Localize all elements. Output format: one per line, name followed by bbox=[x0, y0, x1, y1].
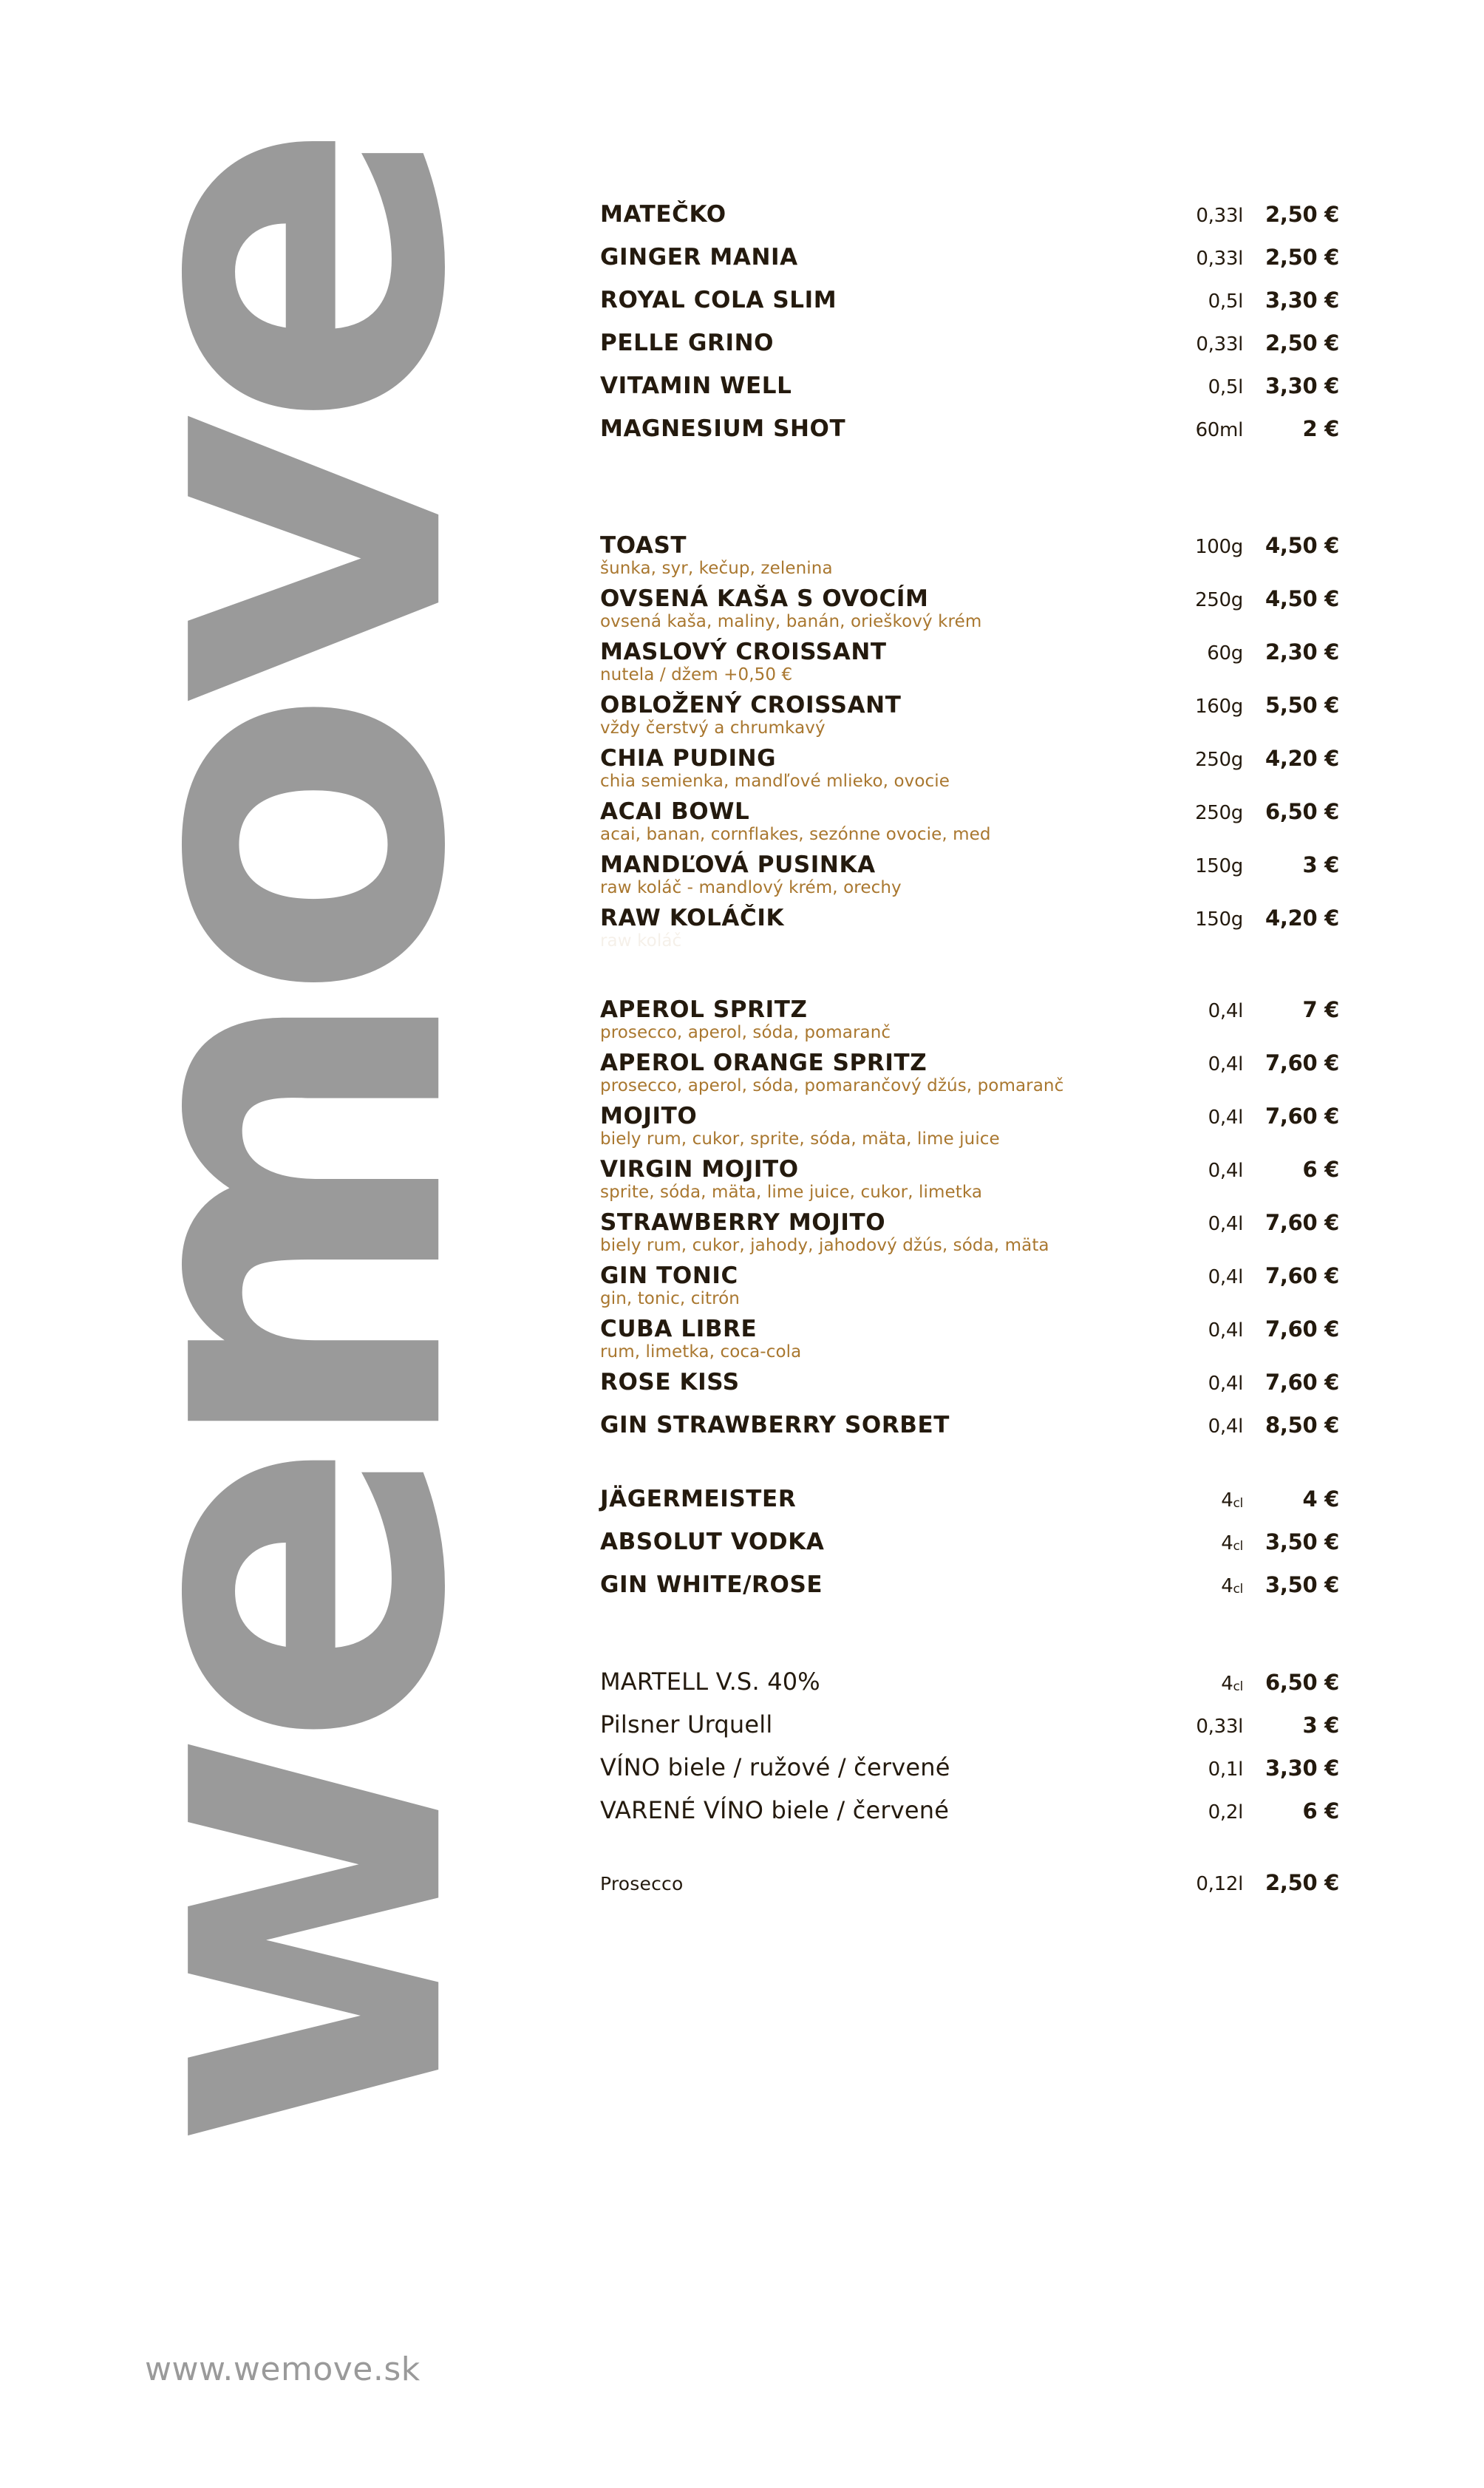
item-size: 0,4l bbox=[1208, 1373, 1243, 1395]
section-cocktails bbox=[600, 996, 1339, 1440]
item-name: PELLE GRINO bbox=[600, 330, 775, 356]
item-name: GINGER MANIA bbox=[600, 244, 798, 271]
item-price: 7,60 € bbox=[1265, 1316, 1339, 1342]
menu-item[interactable] bbox=[600, 287, 1339, 315]
item-size: $4_{cl}$ bbox=[1221, 1575, 1243, 1597]
item-size: $4_{cl}$ bbox=[1221, 1673, 1243, 1695]
item-name: GIN STRAWBERRY SORBET bbox=[600, 1412, 950, 1438]
item-name: OVSENÁ KAŠA S OVOCÍM bbox=[600, 585, 929, 612]
item-size: $4_{cl}$ bbox=[1221, 1532, 1243, 1554]
item-price: 7,60 € bbox=[1265, 1263, 1339, 1288]
item-description: prosecco, aperol, sóda, pomaranč bbox=[600, 1023, 891, 1042]
menu-item-row bbox=[600, 905, 1339, 933]
item-description: rum, limetka, coca-cola bbox=[600, 1342, 802, 1362]
item-price: 3,50 € bbox=[1265, 1529, 1339, 1554]
item-name: CHIA PUDING bbox=[600, 745, 777, 772]
item-name: Pilsner Urquell bbox=[600, 1710, 773, 1738]
item-name: VÍNO biele / ružové / červené bbox=[600, 1753, 950, 1781]
menu-item[interactable] bbox=[600, 798, 1339, 844]
menu-list bbox=[600, 201, 1339, 1906]
item-price: 3 € bbox=[1302, 1713, 1339, 1738]
menu-item[interactable] bbox=[600, 1412, 1339, 1440]
menu-item[interactable] bbox=[600, 585, 1339, 631]
menu-item-row bbox=[600, 1103, 1339, 1131]
menu-item-row bbox=[600, 415, 1339, 443]
item-name: MAGNESIUM SHOT bbox=[600, 415, 846, 442]
menu-item-row bbox=[600, 1050, 1339, 1078]
item-size: 0,4l bbox=[1208, 1319, 1243, 1342]
menu-item-row bbox=[600, 1753, 1339, 1781]
menu-item[interactable] bbox=[600, 1103, 1339, 1149]
menu-item[interactable] bbox=[600, 1486, 1339, 1514]
item-description: biely rum, cukor, jahody, jahodový džús, sóda, mäta bbox=[600, 1236, 1049, 1255]
item-name: Prosecco bbox=[600, 1873, 684, 1894]
menu-item-row bbox=[600, 1486, 1339, 1514]
section-food bbox=[600, 532, 1339, 951]
menu-item-row bbox=[600, 330, 1339, 358]
menu-item[interactable] bbox=[600, 1668, 1339, 1696]
section-prosecco bbox=[600, 1870, 1339, 1898]
item-name: MASLOVÝ CROISSANT bbox=[600, 639, 887, 665]
item-size: 0,33l bbox=[1196, 248, 1243, 270]
item-price: 7 € bbox=[1302, 997, 1339, 1022]
item-price: 2,50 € bbox=[1265, 330, 1339, 356]
item-size: 250g bbox=[1195, 749, 1243, 771]
item-description: šunka, syr, kečup, zelenina bbox=[600, 559, 833, 578]
menu-item[interactable] bbox=[600, 1209, 1339, 1255]
menu-item[interactable] bbox=[600, 1796, 1339, 1824]
item-size: 0,12l bbox=[1196, 1873, 1243, 1895]
item-name: ABSOLUT VODKA bbox=[600, 1529, 825, 1555]
menu-item-row bbox=[600, 1262, 1339, 1291]
item-size: 0,4l bbox=[1208, 1266, 1243, 1288]
menu-item[interactable] bbox=[600, 1710, 1339, 1738]
menu-item-row bbox=[600, 201, 1339, 229]
item-price: 2,50 € bbox=[1265, 245, 1339, 270]
item-size: 0,4l bbox=[1208, 1000, 1243, 1022]
menu-item-row bbox=[600, 1668, 1339, 1696]
item-price: 7,60 € bbox=[1265, 1370, 1339, 1395]
item-size: 100g bbox=[1195, 536, 1243, 558]
footer-url[interactable]: www.wemove.sk bbox=[145, 2351, 421, 2388]
item-name: VIRGIN MOJITO bbox=[600, 1156, 799, 1183]
item-price: 4,20 € bbox=[1265, 746, 1339, 771]
item-name: OBLOŽENÝ CROISSANT bbox=[600, 692, 902, 718]
item-name: TOAST bbox=[600, 532, 687, 559]
section-wine-beer bbox=[600, 1668, 1339, 1824]
menu-item[interactable] bbox=[600, 639, 1339, 684]
menu-item-row bbox=[600, 798, 1339, 826]
item-name: MARTELL V.S. 40% bbox=[600, 1668, 820, 1696]
item-price: 3,50 € bbox=[1265, 1572, 1339, 1597]
item-name: APEROL ORANGE SPRITZ bbox=[600, 1050, 928, 1076]
menu-item-row bbox=[600, 692, 1339, 720]
item-name: CUBA LIBRE bbox=[600, 1316, 758, 1342]
item-description: ovsená kaša, maliny, banán, orieškový krém bbox=[600, 612, 982, 631]
menu-item-row bbox=[600, 1412, 1339, 1440]
item-price: 2,30 € bbox=[1265, 639, 1339, 665]
item-price: 4 € bbox=[1302, 1486, 1339, 1512]
item-price: 2,50 € bbox=[1265, 202, 1339, 227]
item-size: 60g bbox=[1207, 642, 1243, 665]
item-description: gin, tonic, citrón bbox=[600, 1289, 740, 1308]
item-size: 250g bbox=[1195, 802, 1243, 824]
item-description: raw koláč bbox=[600, 931, 682, 951]
menu-item[interactable] bbox=[600, 1316, 1339, 1362]
item-price: 8,50 € bbox=[1265, 1413, 1339, 1438]
item-name: STRAWBERRY MOJITO bbox=[600, 1209, 886, 1236]
item-name: GIN TONIC bbox=[600, 1262, 738, 1289]
item-price: 6 € bbox=[1302, 1798, 1339, 1823]
item-name: APEROL SPRITZ bbox=[600, 996, 808, 1023]
menu-item-row bbox=[600, 1156, 1339, 1184]
item-price: 6,50 € bbox=[1265, 1670, 1339, 1695]
item-price: 5,50 € bbox=[1265, 693, 1339, 718]
menu-item[interactable] bbox=[600, 415, 1339, 443]
item-size: 160g bbox=[1195, 696, 1243, 718]
menu-item[interactable] bbox=[600, 201, 1339, 229]
item-size: 0,33l bbox=[1196, 1716, 1243, 1738]
menu-item[interactable] bbox=[600, 692, 1339, 738]
menu-item[interactable] bbox=[600, 905, 1339, 951]
menu-item[interactable] bbox=[600, 373, 1339, 401]
item-description: raw koláč - mandlový krém, orechy bbox=[600, 878, 902, 897]
menu-item-row bbox=[600, 1316, 1339, 1344]
item-price: 6 € bbox=[1302, 1157, 1339, 1182]
item-size: 0,2l bbox=[1208, 1801, 1243, 1823]
menu-item[interactable] bbox=[600, 244, 1339, 272]
item-price: 4,20 € bbox=[1265, 905, 1339, 931]
menu-item-row bbox=[600, 852, 1339, 880]
menu-item[interactable] bbox=[600, 745, 1339, 791]
item-size: 150g bbox=[1195, 908, 1243, 931]
item-price: 3,30 € bbox=[1265, 373, 1339, 398]
item-size: 0,4l bbox=[1208, 1160, 1243, 1182]
menu-item[interactable] bbox=[600, 996, 1339, 1042]
item-price: 3 € bbox=[1302, 852, 1339, 877]
item-name: JÄGERMEISTER bbox=[600, 1486, 797, 1512]
item-name: ROYAL COLA SLIM bbox=[600, 287, 837, 313]
menu-item[interactable] bbox=[600, 1262, 1339, 1308]
menu-item-row bbox=[600, 1870, 1339, 1898]
menu-item[interactable] bbox=[600, 1369, 1339, 1397]
menu-item-row bbox=[600, 639, 1339, 667]
brand-watermark bbox=[0, 0, 562, 2291]
item-size: 0,5l bbox=[1208, 290, 1243, 313]
menu-item[interactable] bbox=[600, 852, 1339, 897]
item-price: 4,50 € bbox=[1265, 533, 1339, 558]
item-price: 4,50 € bbox=[1265, 586, 1339, 611]
item-size: 0,1l bbox=[1208, 1758, 1243, 1781]
item-description: sprite, sóda, mäta, lime juice, cukor, limetka bbox=[600, 1183, 983, 1202]
item-name: VARENÉ VÍNO biele / červené bbox=[600, 1796, 950, 1824]
item-name: GIN WHITE/ROSE bbox=[600, 1571, 823, 1598]
menu-item-row bbox=[600, 373, 1339, 401]
item-description: nutela / džem +0,50 € bbox=[600, 665, 793, 684]
item-size: 0,4l bbox=[1208, 1415, 1243, 1438]
item-size: 0,4l bbox=[1208, 1053, 1243, 1075]
item-description: prosecco, aperol, sóda, pomarančový džús, pomaranč bbox=[600, 1076, 1064, 1095]
item-price: 3,30 € bbox=[1265, 1755, 1339, 1781]
item-name: RAW KOLÁČIK bbox=[600, 905, 785, 931]
item-price: 3,30 € bbox=[1265, 288, 1339, 313]
item-price: 7,60 € bbox=[1265, 1210, 1339, 1235]
item-size: 0,33l bbox=[1196, 205, 1243, 227]
menu-item[interactable] bbox=[600, 1870, 1339, 1898]
item-name: MANDĽOVÁ PUSINKA bbox=[600, 852, 876, 878]
item-description: chia semienka, mandľové mlieko, ovocie bbox=[600, 772, 950, 791]
menu-item-row bbox=[600, 745, 1339, 773]
item-name: MATEČKO bbox=[600, 201, 726, 228]
item-price: 7,60 € bbox=[1265, 1104, 1339, 1129]
watermark-text: wemove bbox=[14, 140, 548, 2152]
menu-item-row bbox=[600, 1369, 1339, 1397]
menu-item[interactable] bbox=[600, 1529, 1339, 1557]
menu-item[interactable] bbox=[600, 1753, 1339, 1781]
item-size: 150g bbox=[1195, 855, 1243, 877]
item-price: 6,50 € bbox=[1265, 799, 1339, 824]
item-size: 0,4l bbox=[1208, 1213, 1243, 1235]
item-size: 60ml bbox=[1195, 419, 1243, 441]
item-size: $4_{cl}$ bbox=[1221, 1489, 1243, 1512]
item-description: acai, banan, cornflakes, sezónne ovocie, med bbox=[600, 825, 991, 844]
menu-item[interactable] bbox=[600, 1571, 1339, 1600]
menu-item[interactable] bbox=[600, 1156, 1339, 1202]
item-size: 0,4l bbox=[1208, 1107, 1243, 1129]
item-name: VITAMIN WELL bbox=[600, 373, 792, 399]
item-description: biely rum, cukor, sprite, sóda, mäta, lime juice bbox=[600, 1129, 1000, 1149]
item-size: 0,5l bbox=[1208, 376, 1243, 398]
item-price: 2 € bbox=[1302, 416, 1339, 441]
item-price: 2,50 € bbox=[1265, 1870, 1339, 1895]
menu-item-row bbox=[600, 1571, 1339, 1600]
item-size: 0,33l bbox=[1196, 333, 1243, 356]
menu-item-row bbox=[600, 996, 1339, 1024]
menu-item-row bbox=[600, 244, 1339, 272]
menu-item[interactable] bbox=[600, 330, 1339, 358]
menu-item-row bbox=[600, 532, 1339, 560]
menu-item[interactable] bbox=[600, 1050, 1339, 1095]
item-price: 7,60 € bbox=[1265, 1050, 1339, 1075]
menu-item-row bbox=[600, 1209, 1339, 1237]
item-name: MOJITO bbox=[600, 1103, 698, 1129]
item-name: ACAI BOWL bbox=[600, 798, 750, 825]
item-name: ROSE KISS bbox=[600, 1369, 740, 1396]
section-drinks bbox=[600, 201, 1339, 443]
menu-item-row bbox=[600, 1710, 1339, 1738]
section-spirits bbox=[600, 1486, 1339, 1600]
menu-item[interactable] bbox=[600, 532, 1339, 578]
menu-item-row bbox=[600, 1796, 1339, 1824]
item-size: 250g bbox=[1195, 589, 1243, 611]
menu-item-row bbox=[600, 287, 1339, 315]
menu-item-row bbox=[600, 585, 1339, 613]
menu-item-row bbox=[600, 1529, 1339, 1557]
item-description: vždy čerstvý a chrumkavý bbox=[600, 718, 826, 738]
